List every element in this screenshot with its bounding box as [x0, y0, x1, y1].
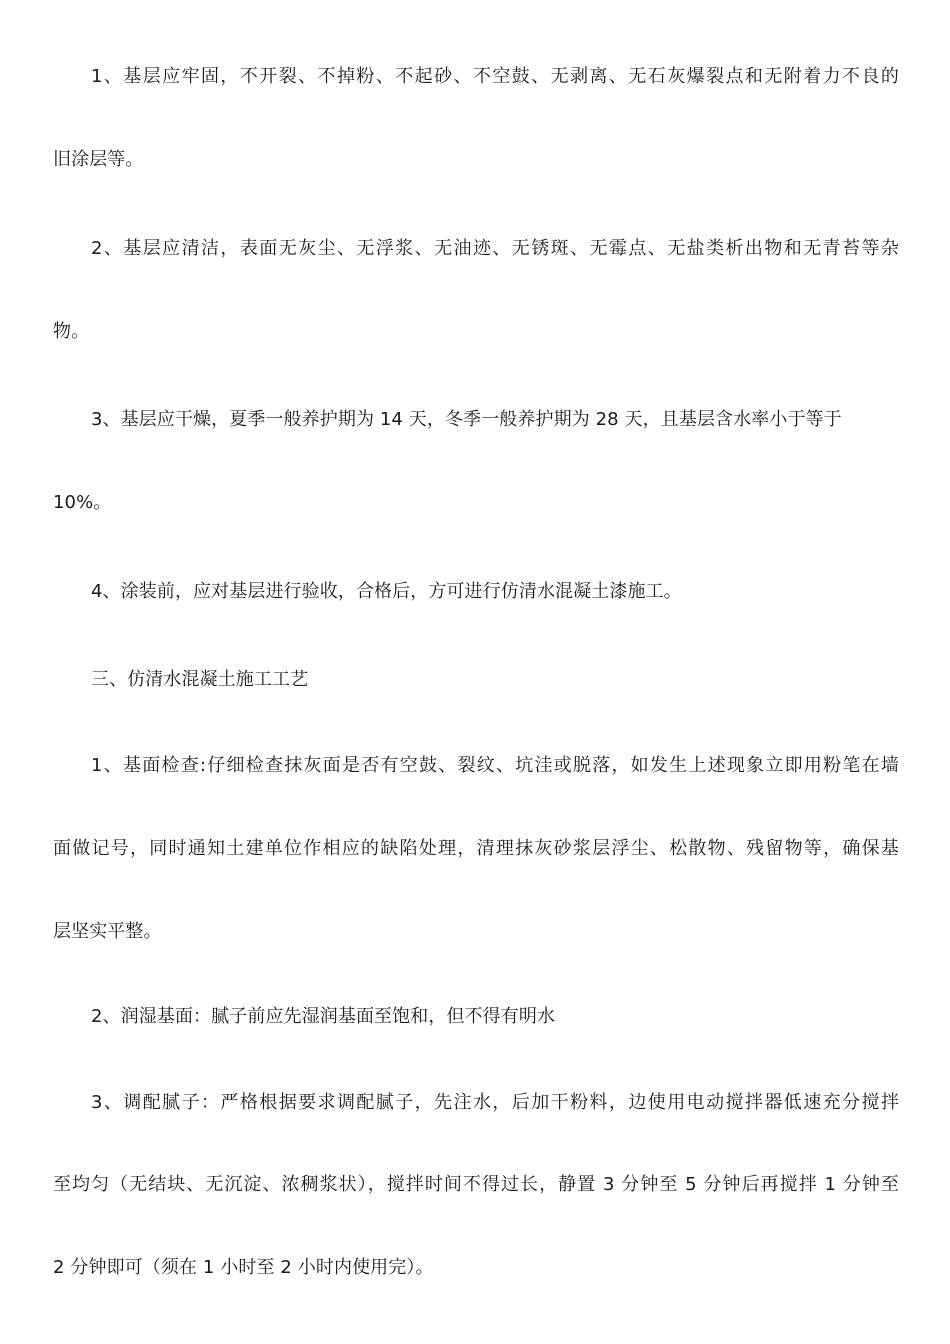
paragraph-7-line-2: 至均匀（无结块、无沉淀、浓稠浆状），搅拌时间不得过长，静置 3 分钟至 5 分钟后再搅拌 1 分钟至	[53, 1174, 899, 1195]
paragraph-1-line-1: 1、基层应牢固，不开裂、不掉粉、不起砂、不空鼓、无剥离、无石灰爆裂点和无附着力不良的	[91, 66, 899, 87]
paragraph-6-line-1: 2、润湿基面：腻子前应先湿润基面至饱和，但不得有明水	[91, 1006, 556, 1027]
paragraph-5-line-3: 层坚实平整。	[53, 921, 162, 942]
paragraph-5-line-2: 面做记号，同时通知土建单位作相应的缺陷处理，清理抹灰砂浆层浮尘、松散物、残留物等，确保基	[53, 838, 899, 859]
paragraph-2-line-2: 物。	[53, 321, 90, 342]
paragraph-7-line-1: 3、调配腻子：严格根据要求调配腻子，先注水，后加干粉料，边使用电动搅拌器低速充分搅拌	[91, 1092, 899, 1113]
paragraph-3-line-1: 3、基层应干燥，夏季一般养护期为 14 天，冬季一般养护期为 28 天，且基层含水率小于等于	[91, 409, 842, 430]
paragraph-3-line-2: 10%。	[53, 492, 112, 513]
paragraph-5-line-1: 1、基面检查:仔细检查抹灰面是否有空鼓、裂纹、坑洼或脱落，如发生上述现象立即用粉笔在墙	[91, 755, 899, 776]
paragraph-2-line-1: 2、基层应清洁，表面无灰尘、无浮浆、无油迹、无锈斑、无霉点、无盐类析出物和无青苔等杂	[91, 238, 899, 259]
section-heading: 三、仿清水混凝土施工工艺	[91, 669, 309, 690]
paragraph-4-line-1: 4、涂装前，应对基层进行验收，合格后，方可进行仿清水混凝土漆施工。	[91, 581, 682, 602]
paragraph-7-line-3: 2 分钟即可（须在 1 小时至 2 小时内使用完）。	[53, 1257, 434, 1278]
paragraph-1-line-2: 旧涂层等。	[53, 149, 144, 170]
